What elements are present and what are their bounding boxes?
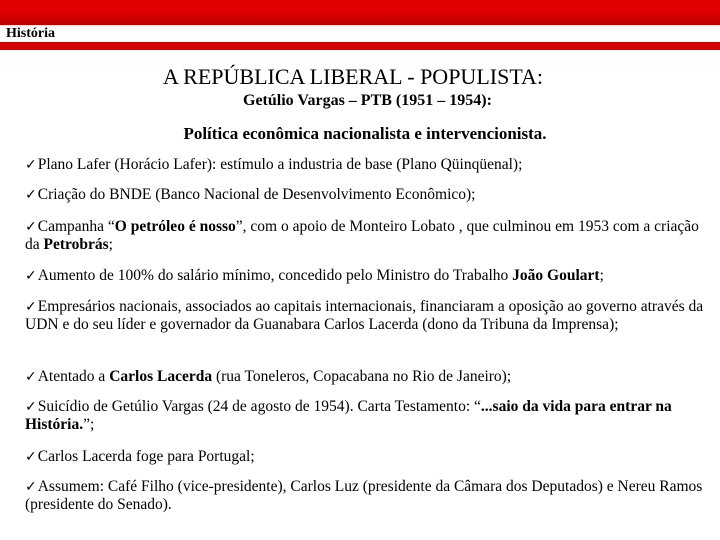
bullet-emphasis: ...saio da vida para entrar na História.: [25, 398, 672, 433]
bullet-text: Suicídio de Getúlio Vargas (24 de agosto de 1954). Carta Testamento: “: [37, 398, 481, 415]
check-mark-icon: ✓: [25, 449, 37, 465]
bullet-text: Plano Lafer (Horácio Lafer): estímulo a industria de base (Plano Qüinqüenal);: [37, 156, 523, 173]
check-mark-icon: ✓: [25, 299, 37, 315]
bullet-item: [25, 186, 710, 204]
bullet-emphasis: João Goulart: [512, 267, 600, 284]
bullet-text: ”;: [83, 416, 95, 433]
policy-heading-text: Política econômica nacionalista e intervencionista.: [183, 124, 547, 143]
bullet-text: ;: [599, 267, 604, 284]
bullet-text: Atentado a: [37, 368, 110, 385]
bullet-item: [25, 267, 710, 285]
bullet-emphasis: Petrobrás: [43, 236, 109, 253]
bullet-text: Criação do BNDE (Banco Nacional de Desenvolvimento Econômico);: [37, 186, 476, 203]
bullet-text: Assumem: Café Filho (vice-presidente), Carlos Luz (presidente da Câmara dos Deputados) e Nereu Ramos (presidente do Senado).: [25, 478, 703, 513]
bullet-text: Campanha “: [37, 218, 115, 235]
bullet-item: [25, 156, 710, 174]
header-rule: [0, 42, 720, 50]
bullet-text: Aumento de 100% do salário mínimo, concedido pelo Ministro do Trabalho: [37, 267, 513, 284]
bullet-item: [25, 218, 710, 254]
bullet-text: ;: [108, 236, 113, 253]
slide-title: [0, 64, 720, 90]
bullet-emphasis: O petróleo é nosso: [114, 218, 236, 235]
check-mark-icon: ✓: [25, 479, 37, 495]
check-mark-icon: ✓: [25, 187, 37, 203]
subject-bar: [0, 25, 720, 43]
slide-subtitle: Getúlio Vargas – PTB (1951 – 1954):: [243, 92, 492, 109]
bullet-emphasis: Carlos Lacerda: [109, 368, 213, 385]
check-mark-icon: ✓: [25, 157, 37, 173]
check-mark-icon: ✓: [25, 369, 37, 385]
policy-heading: [0, 124, 720, 144]
bullet-item: [25, 448, 710, 466]
header-band: [0, 0, 720, 25]
bullet-text: ”, com o apoio de Monteiro Lobato , que culminou em 1953 com a criação da: [25, 218, 699, 253]
subject-label: História: [6, 26, 55, 41]
check-mark-icon: ✓: [25, 268, 37, 284]
bullet-item: [25, 298, 710, 334]
bullet-text: Carlos Lacerda foge para Portugal;: [37, 448, 255, 465]
slide-title-text: A REPÚBLICA LIBERAL - POPULISTA:: [162, 64, 543, 89]
check-mark-icon: ✓: [25, 399, 37, 415]
bullet-item: [25, 398, 710, 434]
bullet-text: Empresários nacionais, associados ao capitais internacionais, financiaram a oposição ao governo através da UDN e do seu líder e governador da Guanabara Carlos Lacerda (dono da Tribuna da Imprensa);: [25, 298, 704, 333]
bullet-item: [25, 368, 710, 386]
bullet-item: [25, 478, 710, 514]
bullet-text: (rua Toneleros, Copacabana no Rio de Janeiro);: [212, 368, 512, 385]
check-mark-icon: ✓: [25, 219, 37, 235]
